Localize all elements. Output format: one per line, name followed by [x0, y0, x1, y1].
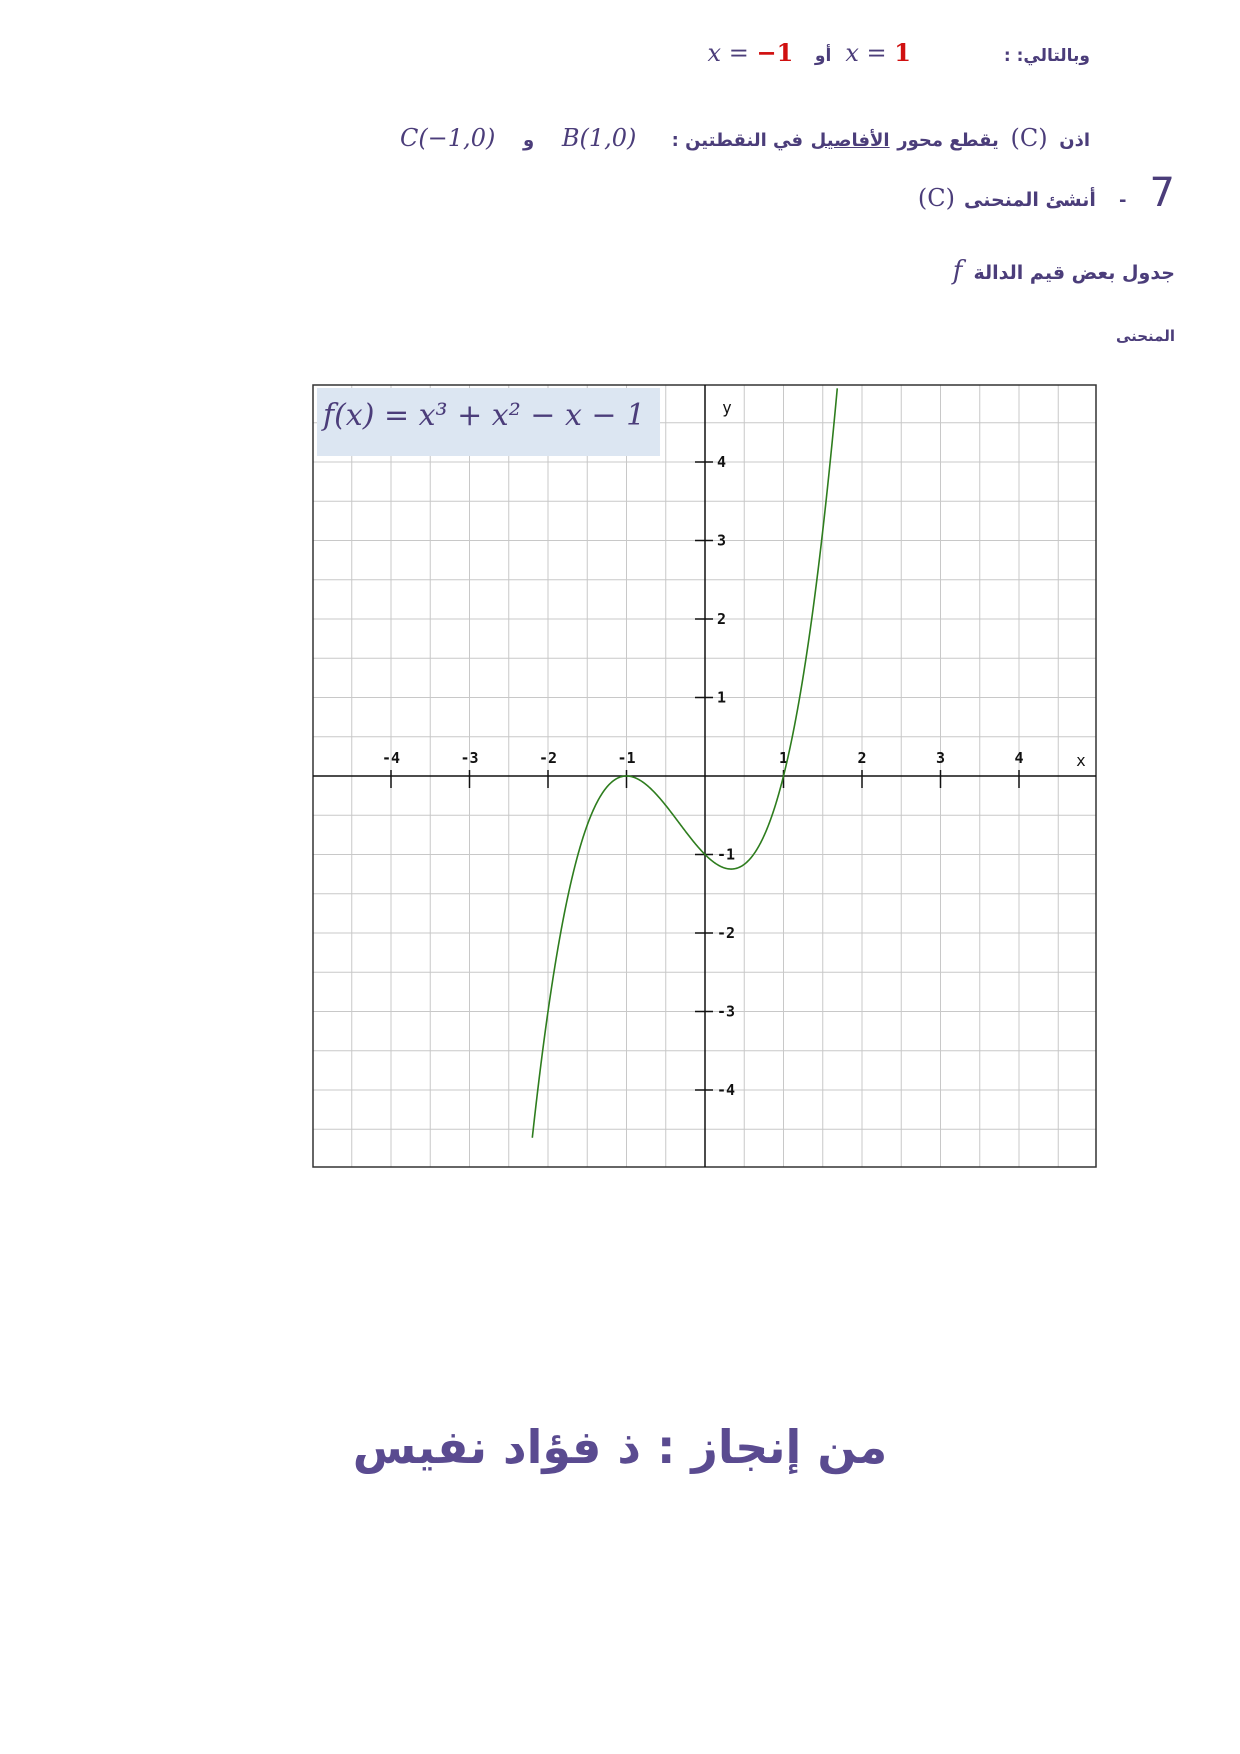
curve-name: (C) [1010, 124, 1048, 152]
y-axis-label: y [722, 398, 732, 417]
x-tick-label: 4 [1014, 749, 1024, 767]
solution-1-var: x = [845, 39, 887, 67]
x-tick-label: -3 [460, 749, 479, 767]
table-heading-text: جدول بعض قيم الدالة [973, 262, 1175, 284]
question-dash: - [1118, 190, 1127, 211]
y-tick-label: -3 [717, 1002, 736, 1021]
question-text: أنشئ المنحنى [964, 189, 1096, 211]
curve-heading-text: المنحنى [1115, 327, 1175, 345]
y-tick-label: -1 [717, 845, 736, 864]
question-curve-name: (C) [917, 184, 955, 212]
intersection-end: في النقطتين : [671, 130, 804, 151]
or-word: أو [814, 46, 832, 66]
author-credit: من إنجاز : ذ فؤاد نفيس [352, 1420, 888, 1474]
equation-label: f(x) = x³ + x² − x − 1 [323, 398, 646, 433]
y-tick-label: -2 [717, 924, 736, 942]
y-tick-label: 3 [717, 531, 727, 550]
y-tick-label: 4 [717, 453, 727, 471]
y-tick-label: 1 [717, 688, 727, 707]
intersection-start: اذن [1059, 130, 1090, 151]
x-tick-label: -4 [381, 749, 401, 767]
y-tick-label: -4 [717, 1081, 736, 1099]
question-number: 7 [1149, 170, 1175, 216]
solution-2-value: −1 [756, 38, 794, 67]
point-b: B(1,0) [561, 124, 637, 152]
intersection-mid: يقطع محور [897, 130, 999, 151]
curve-f [532, 388, 837, 1137]
x-tick-label: 3 [935, 749, 946, 767]
solution-2-var: x = [707, 39, 749, 67]
abscissa-axis-word: الأفاصيل [810, 130, 890, 151]
x-axis-label: x [1076, 751, 1086, 770]
x-tick-label: -1 [617, 749, 636, 767]
y-tick-label: 2 [717, 610, 727, 628]
solution-1-value: 1 [894, 38, 911, 67]
x-tick-label: 1 [778, 749, 789, 767]
x-tick-label: -2 [538, 749, 558, 767]
point-c: C(−1,0) [399, 124, 496, 152]
function-symbol: f [952, 256, 963, 286]
therefore-text: وبالتالي: : [1003, 46, 1090, 66]
and-word: و [522, 130, 535, 151]
x-tick-label: 2 [857, 749, 867, 767]
